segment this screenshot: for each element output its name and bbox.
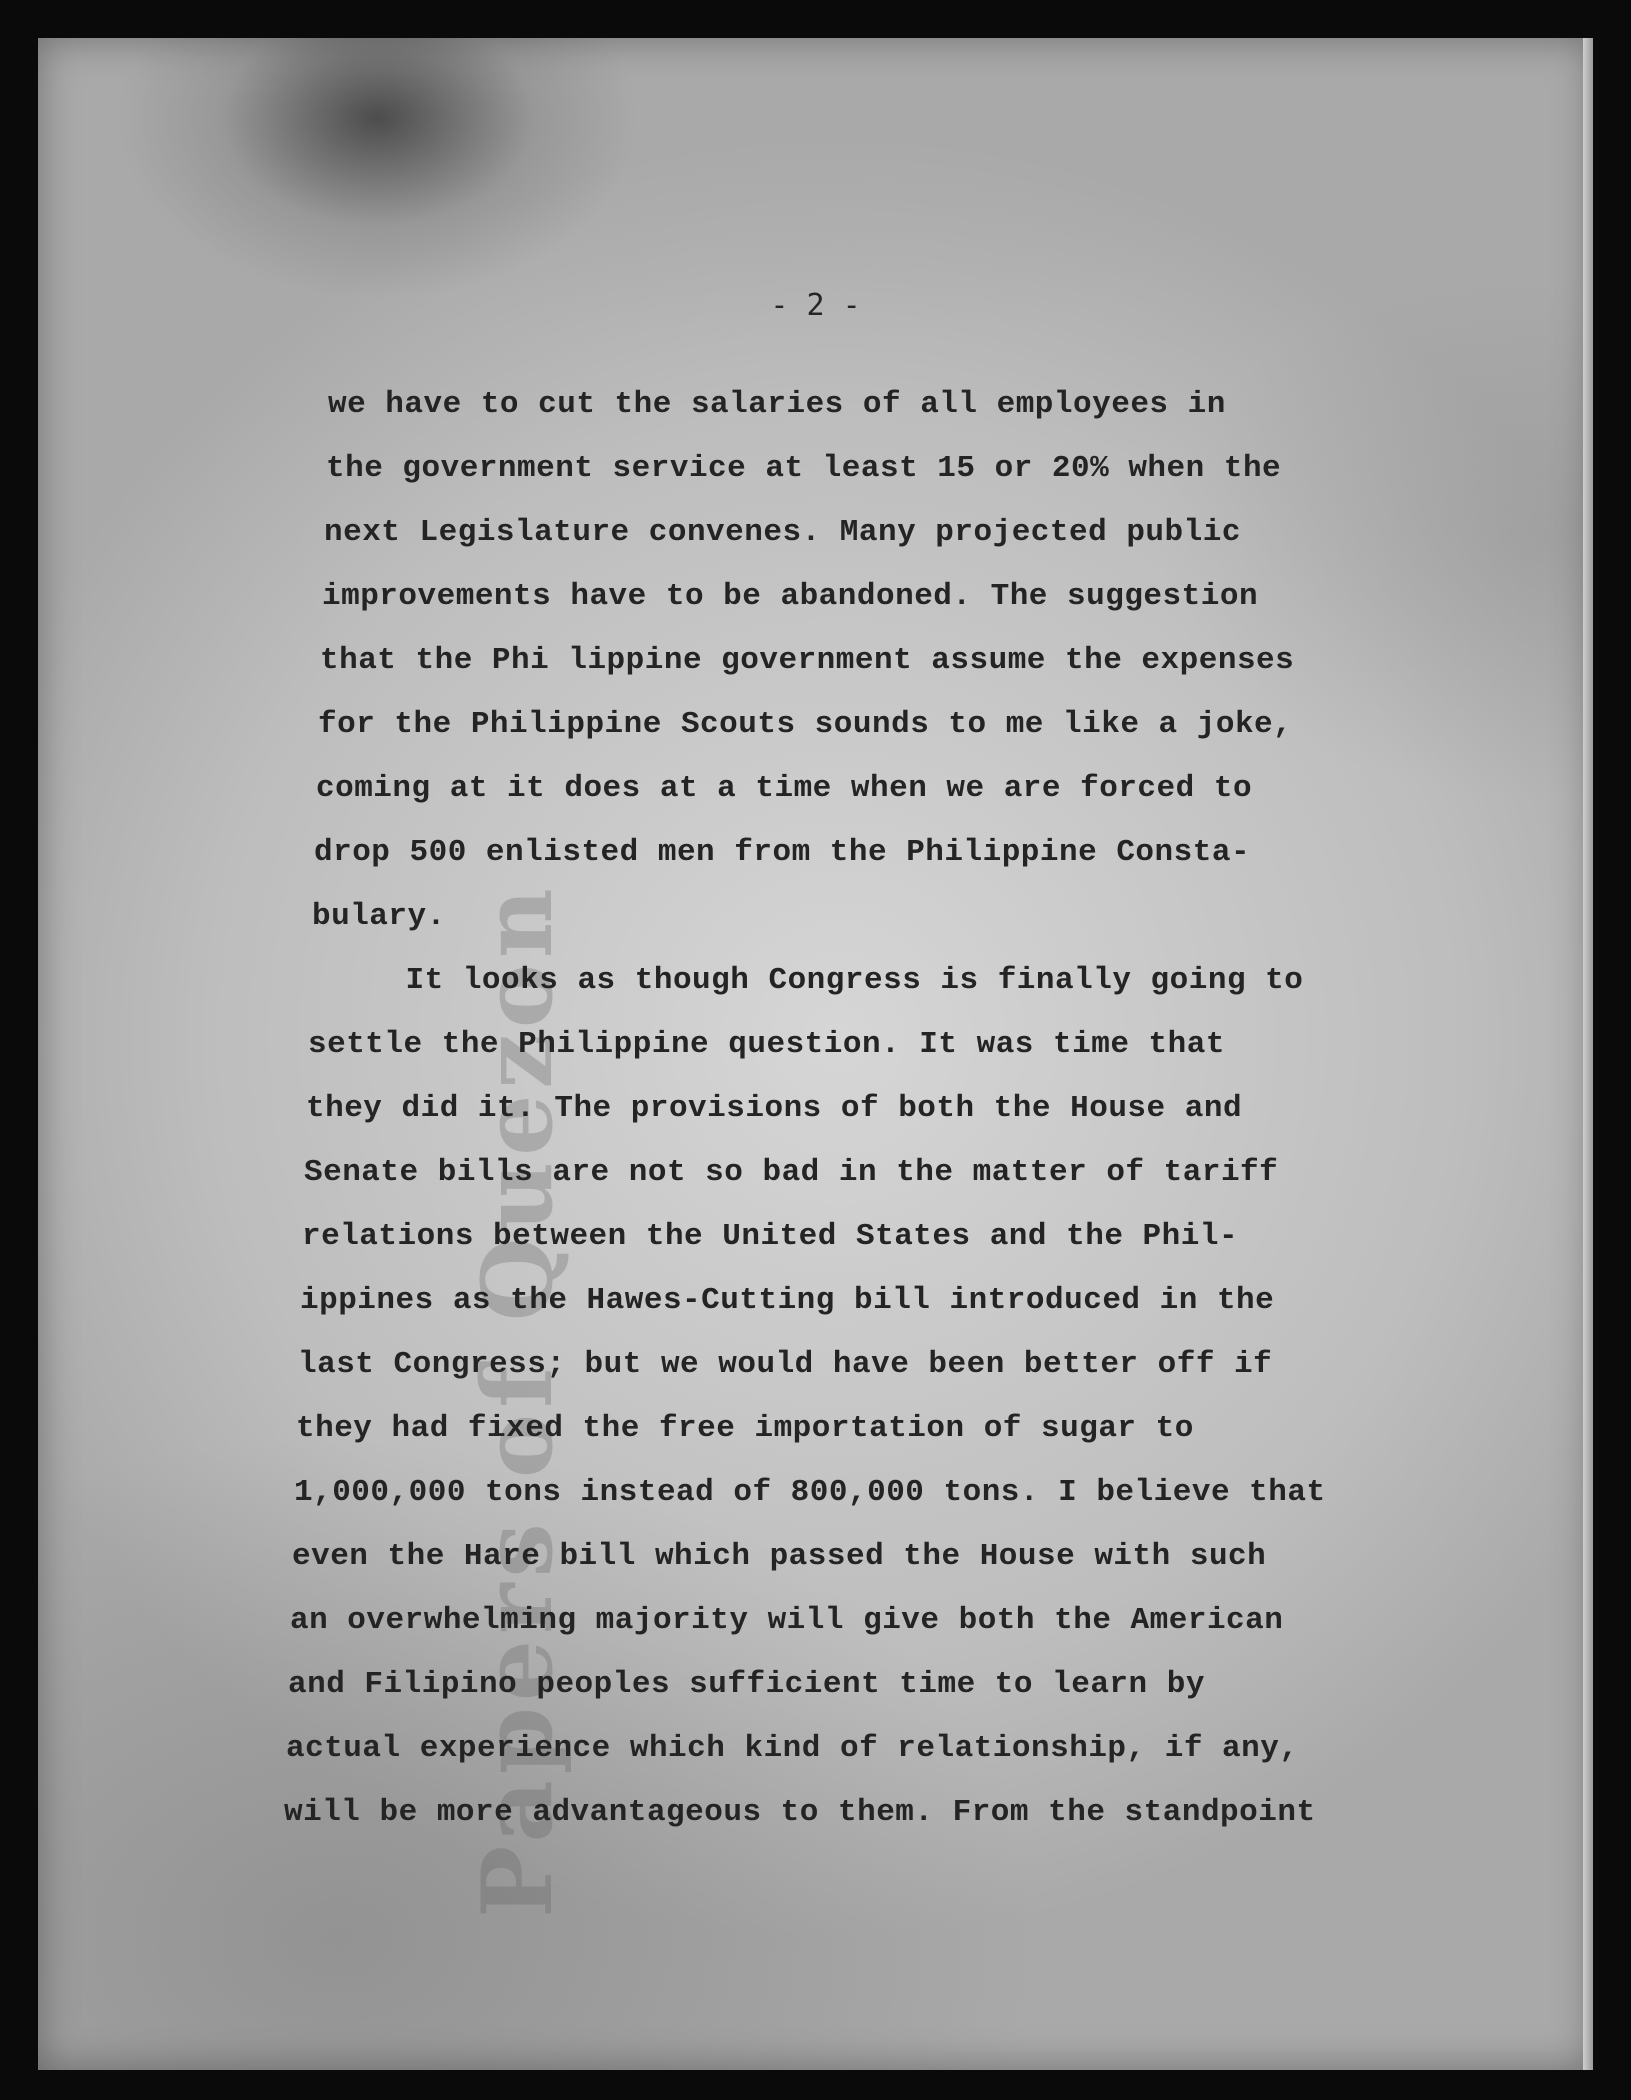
text-line: that the Phi lippine government assume the expenses bbox=[320, 643, 1295, 678]
text-line: ippines as the Hawes-Cutting bill introduced in the bbox=[300, 1283, 1275, 1318]
text-line: 1,000,000 tons instead of 800,000 tons. I believe that bbox=[294, 1475, 1326, 1510]
page-edge bbox=[1583, 38, 1593, 2070]
text-line: they had fixed the free importation of sugar to bbox=[296, 1411, 1194, 1446]
text-line: coming at it does at a time when we are forced to bbox=[316, 771, 1253, 806]
text-line: and Filipino peoples sufficient time to learn by bbox=[288, 1667, 1205, 1702]
text-line: settle the Philippine question. It was time that bbox=[308, 1027, 1225, 1062]
text-line: drop 500 enlisted men from the Philippine Consta- bbox=[314, 835, 1251, 870]
text-line: we have to cut the salaries of all employees in bbox=[328, 387, 1226, 422]
text-line: for the Philippine Scouts sounds to me like a joke, bbox=[318, 707, 1293, 742]
page-number: - 2 - bbox=[770, 288, 861, 323]
text-line: last Congress; but we would have been better off if bbox=[298, 1347, 1273, 1382]
text-line: It looks as though Congress is finally going to bbox=[310, 963, 1304, 998]
watermark-stamp: Papers of Quezon bbox=[461, 882, 574, 1918]
text-line: the government service at least 15 or 20% when the bbox=[326, 451, 1282, 486]
text-line: next Legislature convenes. Many projected public bbox=[324, 515, 1241, 550]
text-line: improvements have to be abandoned. The suggestion bbox=[322, 579, 1259, 614]
text-line: an overwhelming majority will give both the American bbox=[290, 1603, 1284, 1638]
text-line: actual experience which kind of relationship, if any, bbox=[286, 1731, 1299, 1766]
text-line: will be more advantageous to them. From the standpoint bbox=[284, 1795, 1316, 1830]
text-line: even the Hare bill which passed the House with such bbox=[292, 1539, 1267, 1574]
text-line: bulary. bbox=[312, 899, 446, 934]
text-line: they did it. The provisions of both the House and bbox=[306, 1091, 1243, 1126]
text-line: Senate bills are not so bad in the matter of tariff bbox=[304, 1155, 1279, 1190]
typed-body-text bbox=[284, 373, 1458, 1845]
text-line: relations between the United States and the Phil- bbox=[302, 1219, 1239, 1254]
document-page bbox=[38, 38, 1593, 2070]
